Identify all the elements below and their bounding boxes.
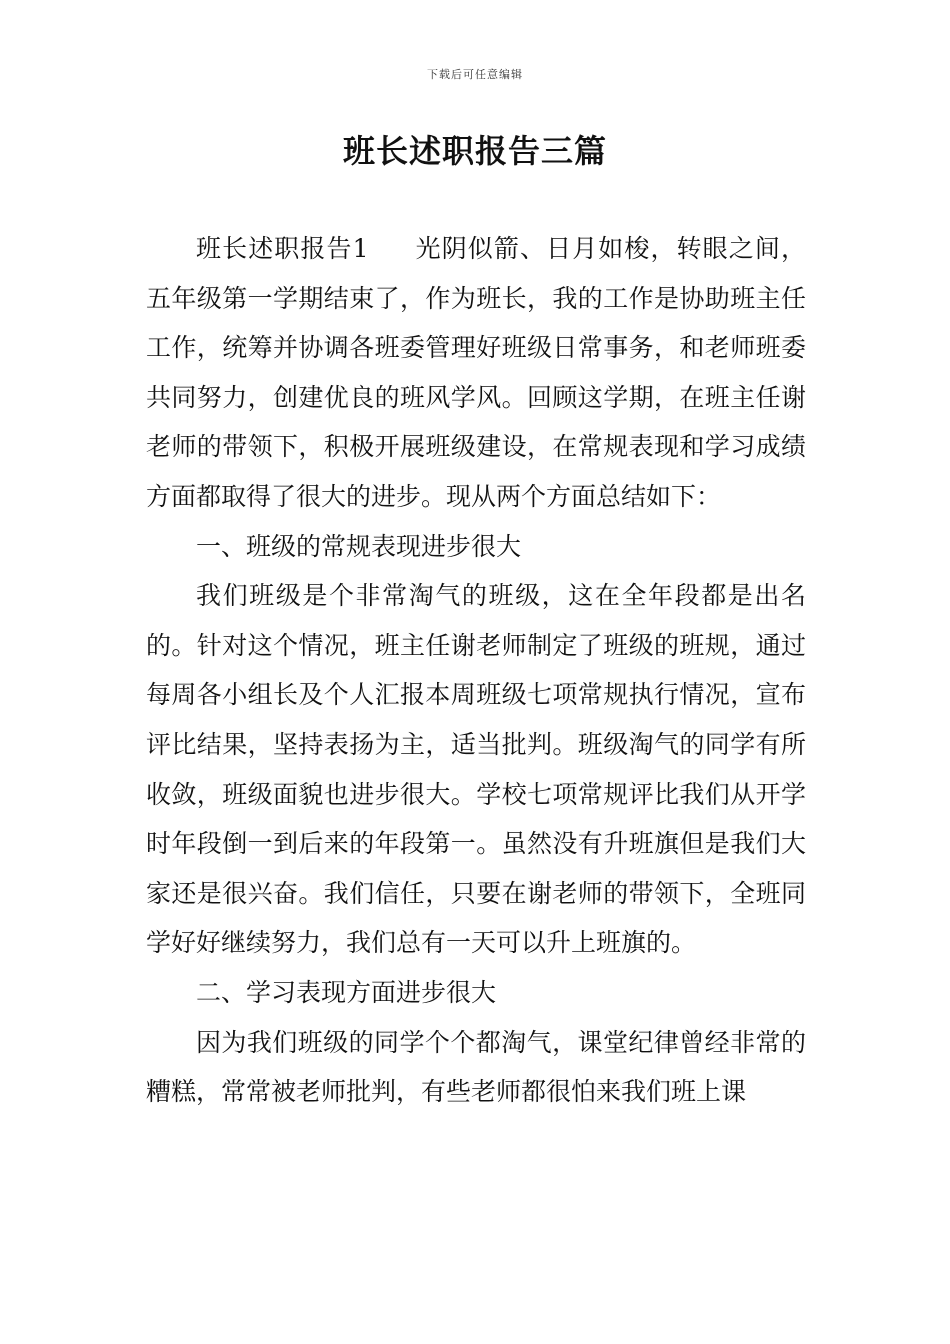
page-header-note: 下载后可任意编辑 xyxy=(427,68,523,81)
section-1-paragraph: 我们班级是个非常淘气的班级，这在全年段都是出名的。针对这个情况，班主任谢老师制定了班级的班规，通过每周各小组长及个人汇报本周班级七项常规执行情况，宣布评比结果，坚持表扬为主，适当批判。班级淘气的同学有所收敛，班级面貌也进步很大。学校七项常规评比我们从开学时年段倒一到后来的年段第一。虽然没有升班旗但是我们大家还是很兴奋。我们信任，只要在谢老师的带领下，全班同学好好继续努力，我们总有一天可以升上班旗的。 xyxy=(146,581,806,958)
intro-text: 光阴似箭、日月如梭，转眼之间，五年级第一学期结束了，作为班长，我的工作是协助班主任工作，统筹并协调各班委管理好班级日常事务，和老师班委共同努力，创建优良的班风学风。回顾这学期，在班主任谢老师的带领下，积极开展班级建设，在常规表现和学习成绩方面都取得了很大的进步。现从两个方面总结如下： xyxy=(146,234,806,511)
section-1-heading: 一、班级的常规表现进步很大 xyxy=(196,531,522,561)
document-body xyxy=(146,224,806,1117)
section-2-paragraph: 因为我们班级的同学个个都淘气，课堂纪律曾经非常的糟糕，常常被老师批判，有些老师都很怕来我们班上课 xyxy=(146,1027,806,1107)
document-title: 班长述职报告三篇 xyxy=(342,132,607,170)
section-2-heading: 二、学习表现方面进步很大 xyxy=(196,977,497,1007)
intro-paragraph xyxy=(146,224,806,522)
report-label: 班长述职报告1 xyxy=(196,234,369,263)
